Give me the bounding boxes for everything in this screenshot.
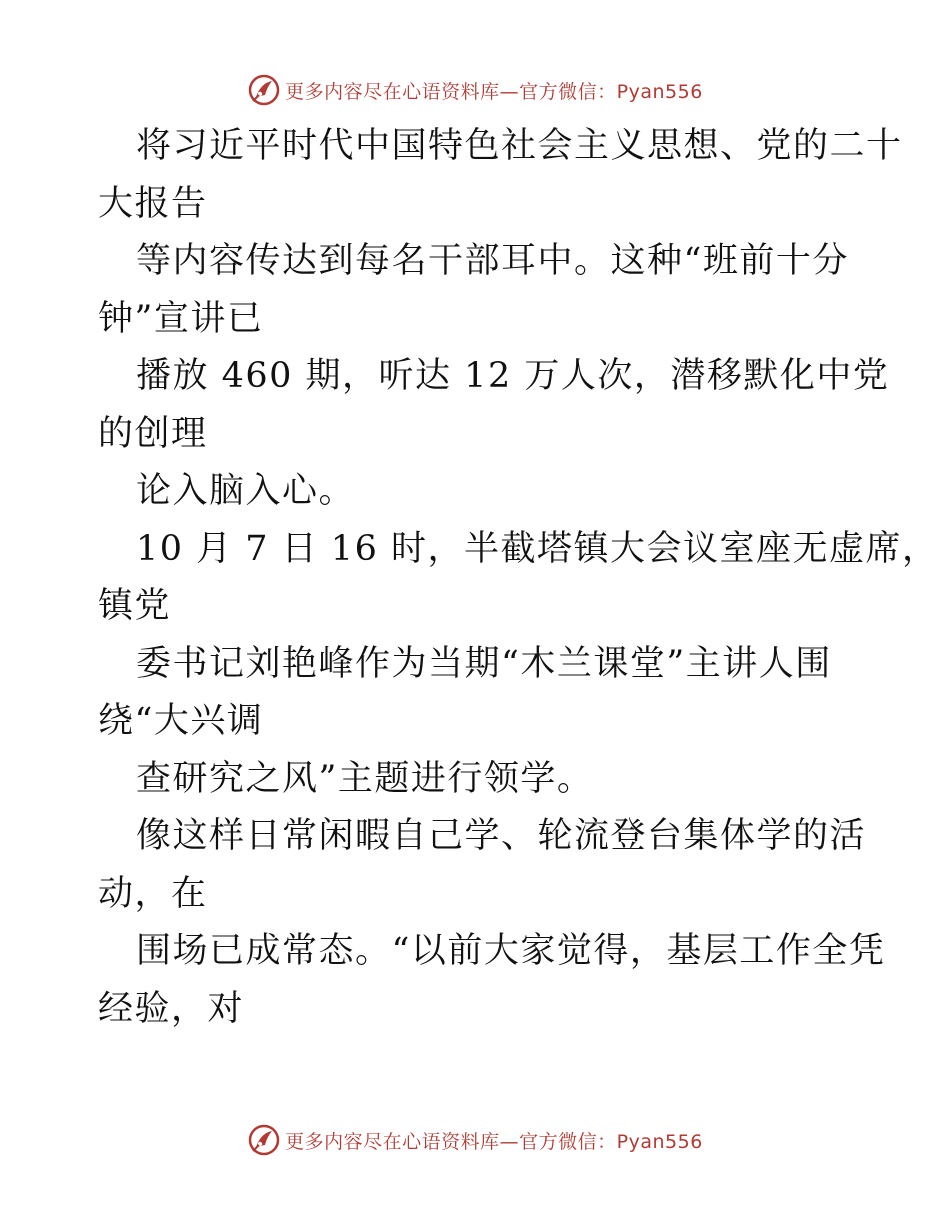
text-line: 等内容传达到每名干部耳中。这种“班前十分 — [136, 241, 849, 281]
text-line: 像这样日常闲暇自己学、轮流登台集体学的活 — [136, 816, 867, 856]
document-body — [98, 118, 939, 1038]
text-line: 将习近平时代中国特色社会主义思想、党的二十 — [136, 126, 903, 166]
watermark-text — [285, 77, 703, 104]
text-line: 经验，对 — [98, 988, 245, 1029]
text-line: 钟”宣讲已 — [98, 298, 264, 339]
seal-logo-icon — [247, 1123, 281, 1157]
text-line: 论入脑入心。 — [136, 471, 356, 511]
text-line: 动，在 — [98, 873, 208, 914]
text-line: 大报告 — [98, 183, 208, 224]
watermark-label: 更多内容尽在心语资料库—官方微信： — [285, 1130, 617, 1153]
text-line: 委书记刘艳峰作为当期“木兰课堂”主讲人围 — [136, 643, 832, 684]
watermark-wechat-id: Pyan556 — [616, 1130, 703, 1153]
text-line: 查研究之风”主题进行领学。 — [136, 758, 594, 799]
text-line: 镇党 — [98, 586, 172, 626]
seal-logo-icon — [247, 73, 281, 107]
watermark-label: 更多内容尽在心语资料库—官方微信： — [285, 80, 617, 103]
text-line: 围场已成常态。“以前大家觉得，基层工作全凭 — [136, 931, 886, 971]
watermark-wechat-id: Pyan556 — [616, 80, 703, 103]
text-line: 绕“大兴调 — [98, 701, 264, 741]
text-line: 10 月 7 日 16 时，半截塔镇大会议室座无虚席， — [136, 528, 939, 569]
text-line: 的创理 — [98, 413, 208, 454]
header-watermark — [0, 70, 950, 110]
watermark-text — [285, 1127, 703, 1154]
footer-watermark — [0, 1120, 950, 1160]
text-line: 播放 460 期，听达 12 万人次，潜移默化中党 — [136, 356, 890, 396]
